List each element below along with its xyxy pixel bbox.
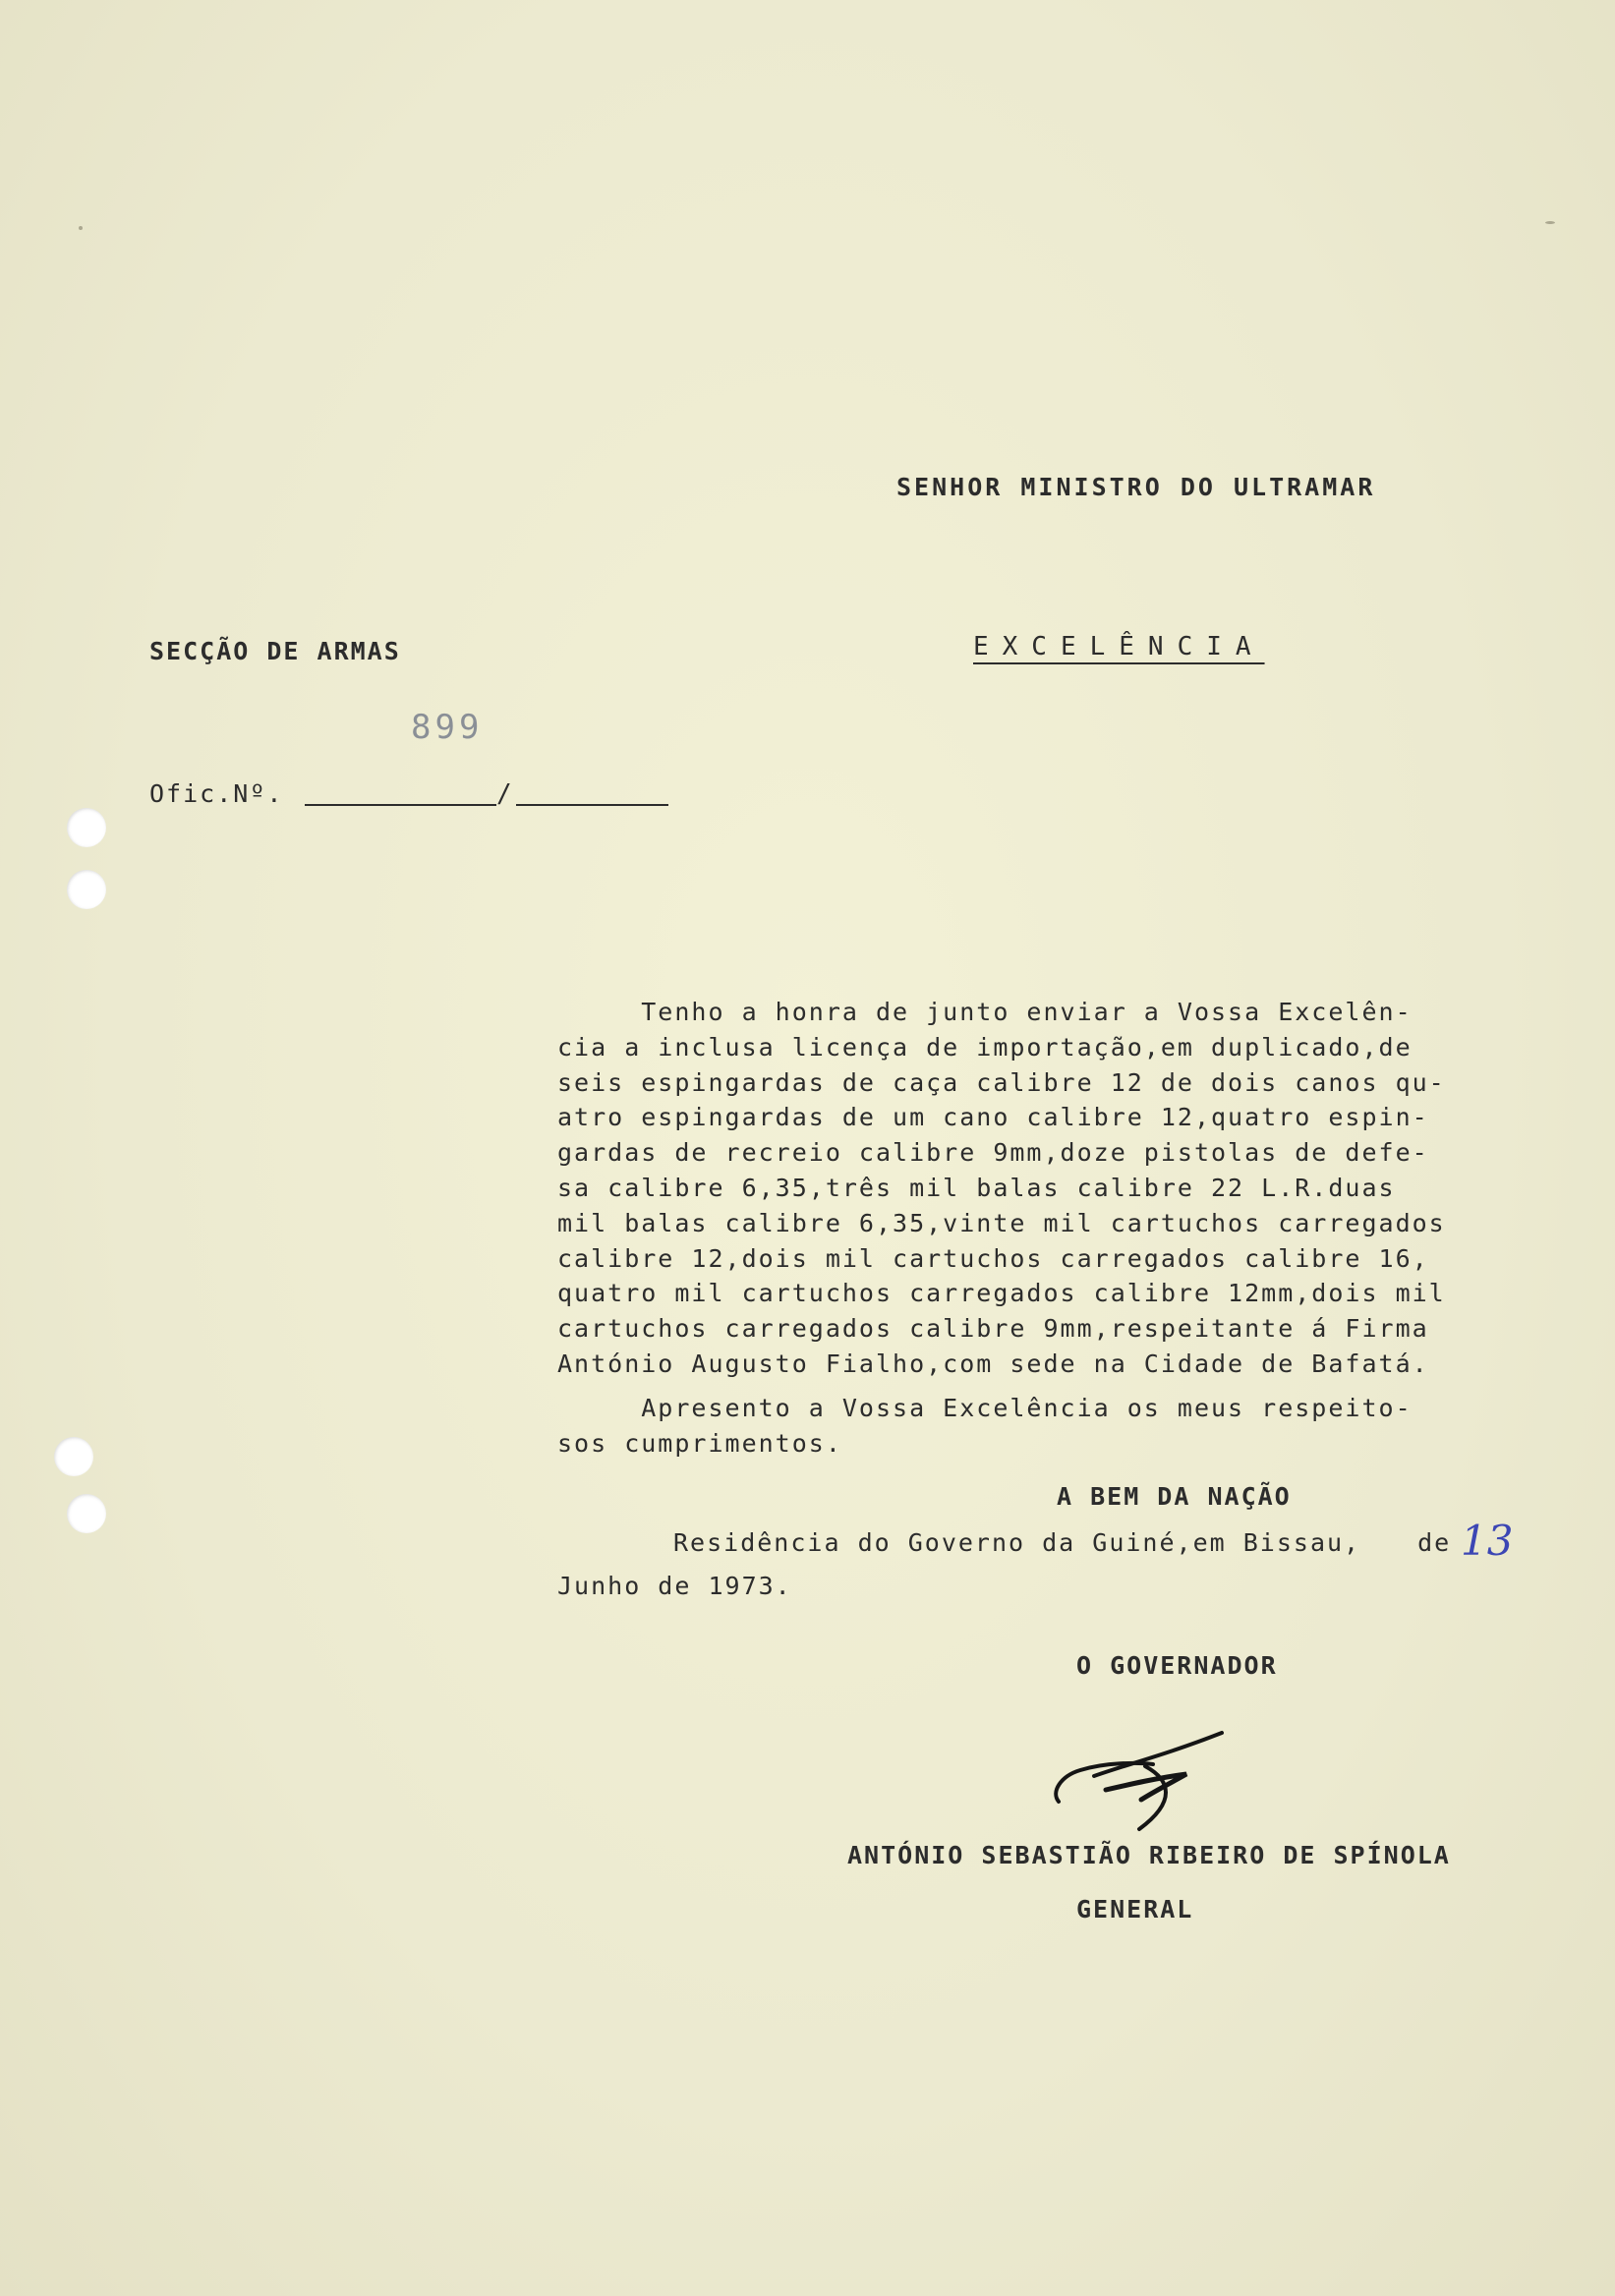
signoff-title: O GOVERNADOR [1076,1651,1278,1680]
body-line: mil balas calibre 6,35,vinte mil cartuchos carregados [557,1208,1446,1237]
body-line: cia a inclusa licença de importação,em duplicado,de [557,1032,1413,1062]
body-line: calibre 12,dois mil cartuchos carregados calibre 16, [557,1243,1429,1273]
handwritten-day: 13 [1461,1517,1514,1565]
body-line: seis espingardas de caça calibre 12 de dois canos qu- [557,1067,1446,1097]
body-line: António Augusto Fialho,com sede na Cidade de Bafatá. [557,1349,1429,1378]
dateline-month-year: Junho de 1973. [557,1572,792,1600]
body-line: Apresento a Vossa Excelência os meus respeito- [557,1394,1413,1422]
dateline [673,1525,1451,1561]
section-heading: SECÇÃO DE ARMAS [149,637,401,665]
body-line: gardas de recreio calibre 9mm,doze pistolas de defe- [557,1138,1429,1168]
paper-speck [79,226,83,230]
ofic-number-label: Ofic.Nº. [149,779,284,808]
closing-formula: A BEM DA NAÇÃO [1057,1482,1292,1511]
body-line: quatro mil cartuchos carregados calibre 12mm,dois mil [557,1279,1446,1308]
dateline-place: Residência do Governo da Guiné,em Bissau, [673,1528,1361,1557]
body-line: cartuchos carregados calibre 9mm,respeitante á Firma [557,1314,1429,1344]
body-line: sa calibre 6,35,três mil balas calibre 22 L.R.duas [557,1173,1396,1202]
signature-icon [1047,1725,1243,1833]
salutation: EXCELÊNCIA [973,632,1265,661]
body-paragraph-2 [557,1391,1580,1462]
addressee: SENHOR MINISTRO DO ULTRAMAR [896,473,1376,501]
paper-speck [1545,221,1555,224]
ofic-number-blank [305,804,496,806]
body-paragraph-1 [557,995,1580,1382]
office-number-stamp: 899 [411,708,484,747]
body-line: atro espingardas de um cano calibre 12,quatro espin- [557,1103,1429,1132]
punch-hole [67,1494,106,1533]
ofic-year-blank [516,804,668,806]
signatory-name: ANTÓNIO SEBASTIÃO RIBEIRO DE SPÍNOLA [847,1841,1451,1869]
ofic-number-separator: / [496,779,514,809]
dateline-de: de [1417,1528,1452,1557]
punch-hole [54,1437,93,1476]
body-line: sos cumprimentos. [557,1428,842,1458]
punch-hole [67,808,106,847]
signatory-rank: GENERAL [1076,1895,1194,1923]
body-line: Tenho a honra de junto enviar a Vossa Excelên- [557,998,1413,1026]
punch-hole [67,870,106,909]
